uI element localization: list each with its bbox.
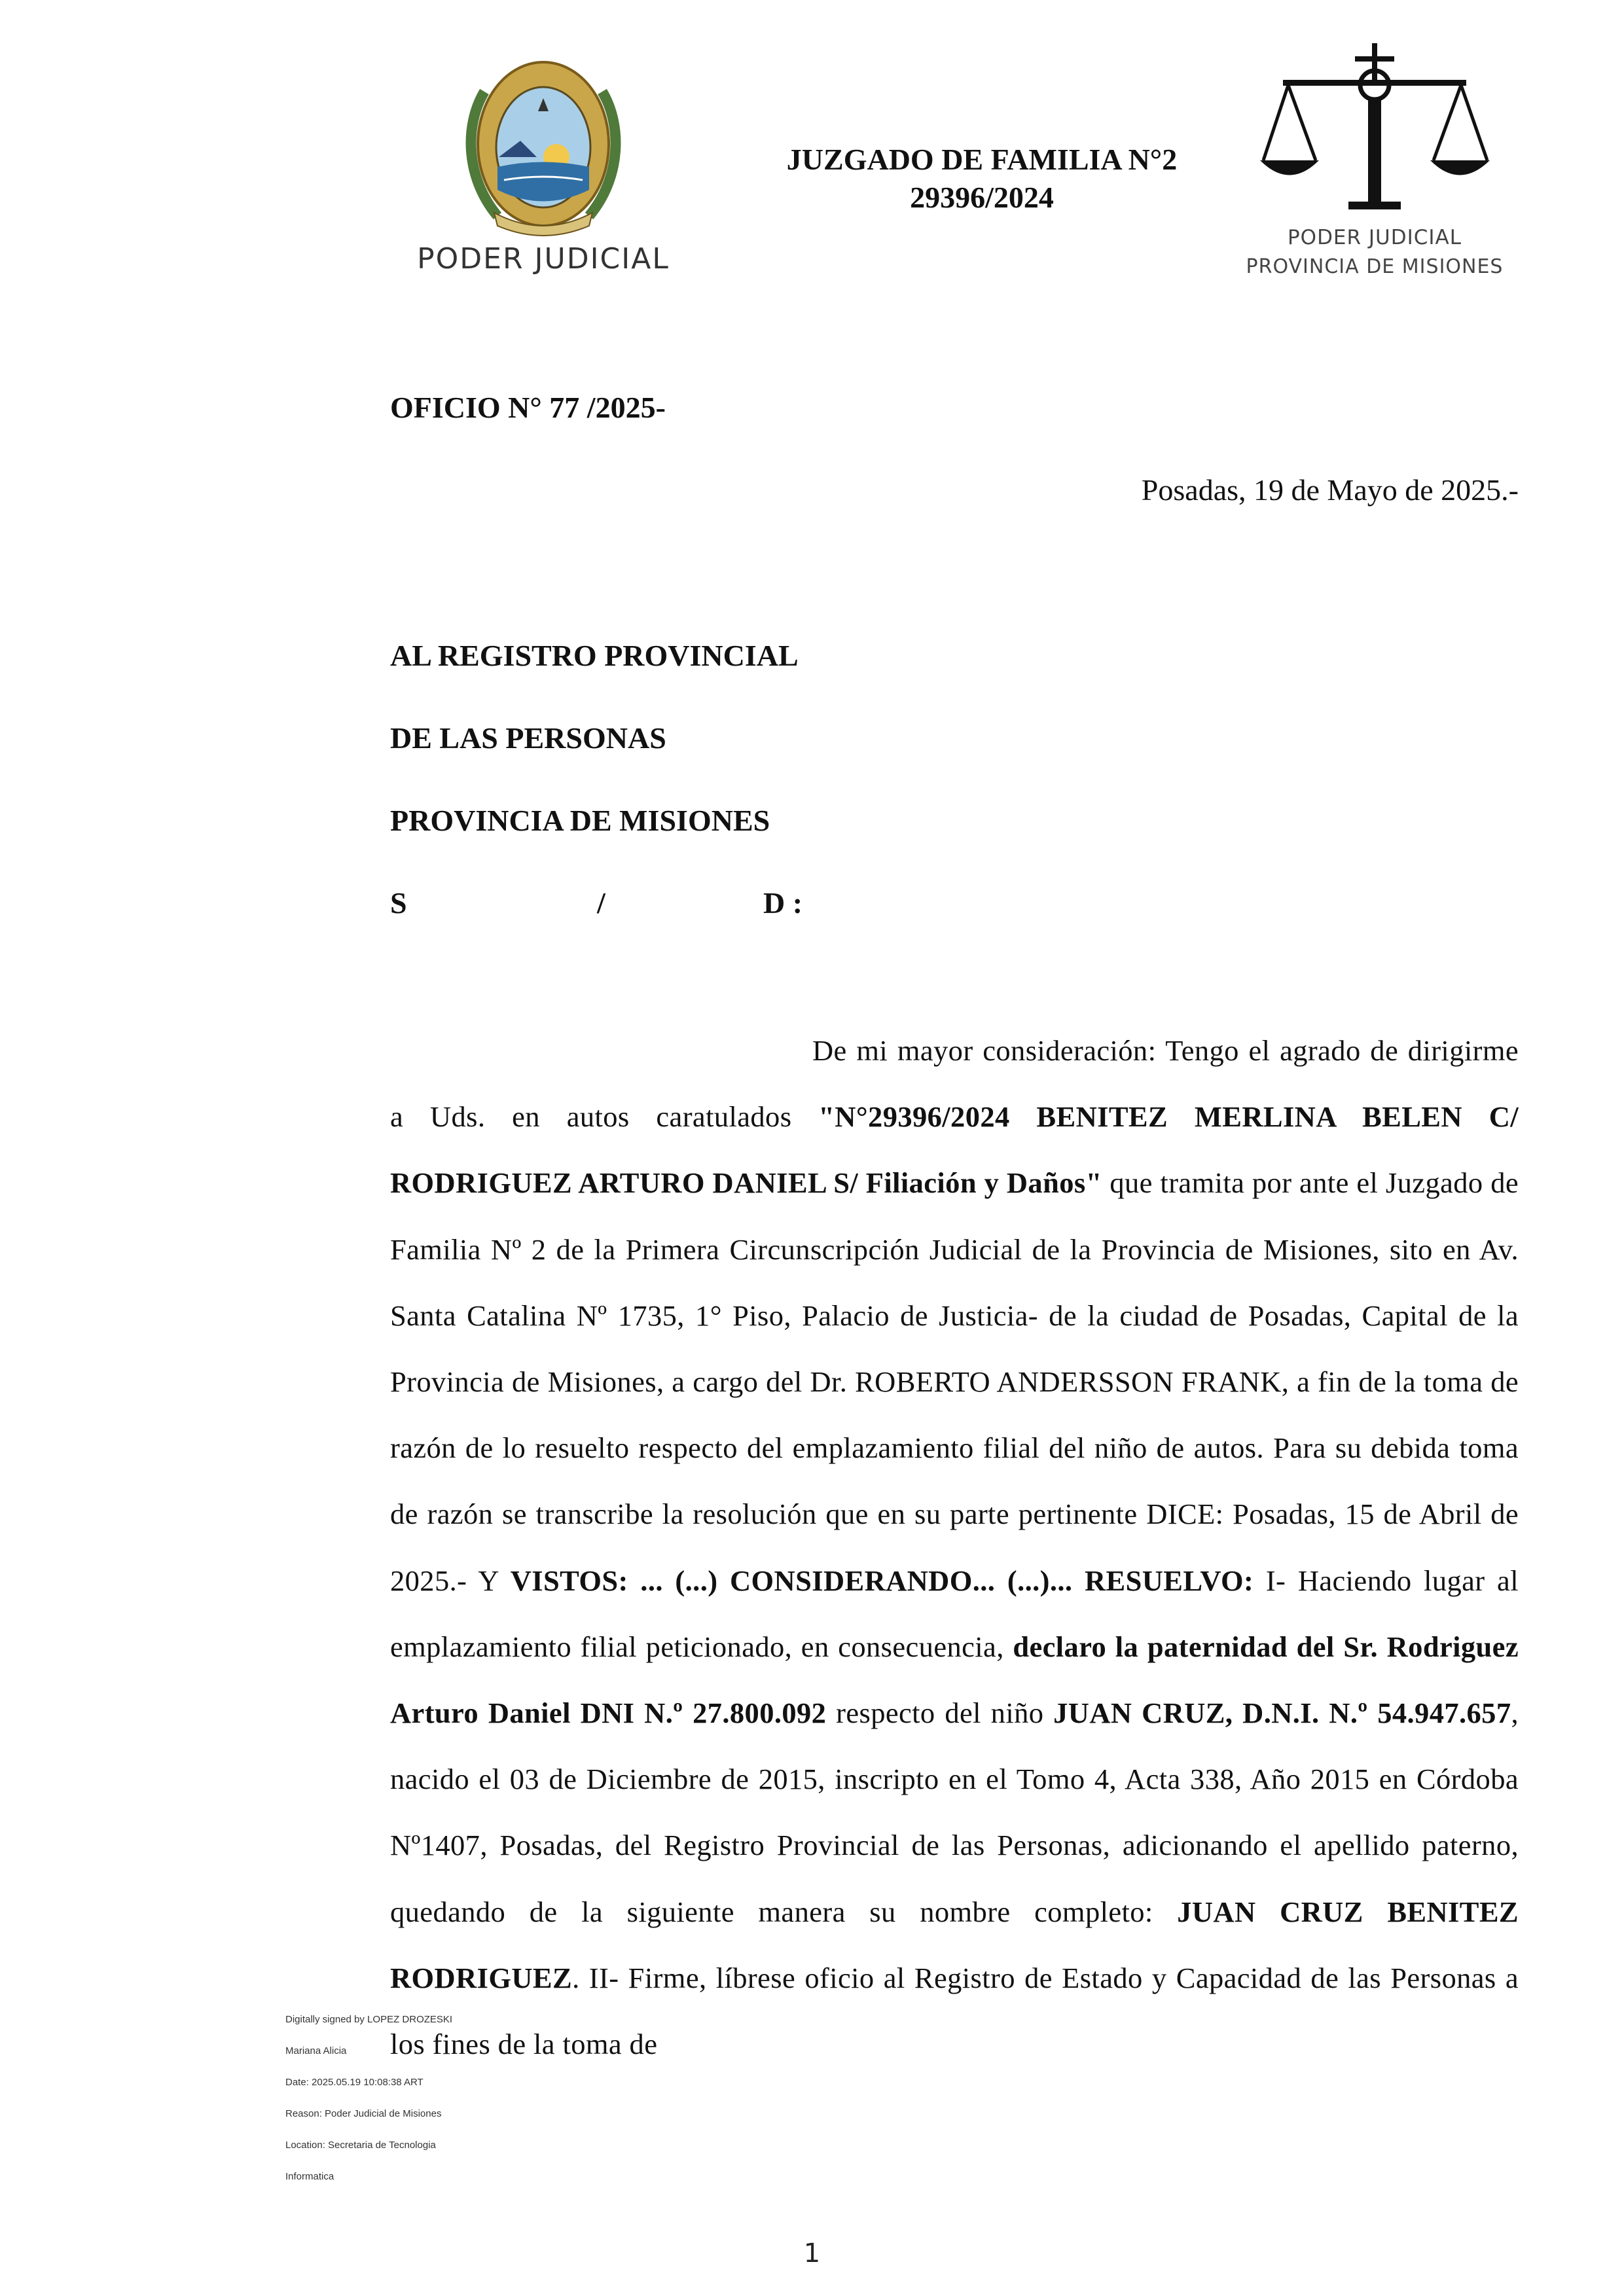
scales-of-justice-icon <box>1257 39 1492 223</box>
right-logo-caption-line1: PODER JUDICIAL <box>1287 226 1462 249</box>
paternity-declaration: declaro la paternidad del Sr. Rodriguez Arturo Daniel DNI N.º 27.800.092 <box>390 1630 1519 1730</box>
sd-d: D : <box>763 886 803 920</box>
oficio-number: OFICIO N° 77 /2025- <box>390 391 666 424</box>
child-full-name: JUAN CRUZ BENITEZ RODRIGUEZ <box>390 1895 1519 1994</box>
page-number: 1 <box>803 2238 821 2269</box>
court-title <box>720 141 1244 217</box>
court-name: JUZGADO DE FAMILIA N°2 <box>786 143 1178 176</box>
letter-text-2: que tramita por ante el Juzgado de Familia Nº 2 de la Primera Circunscripción Judicial de la Provincia de Misiones, sito en Av. Santa Catalina Nº 1735, 1° Piso, Palacio de Justicia- de la ciudad de Posadas, Capital de la Provincia de Misiones, a cargo del Dr. ROBERTO ANDERSSON FRANK, a fin de la toma de razón de lo resuelto respecto del emplazamiento filial del niño de autos. Para su debida toma de razón se transcribe la resolución que en su parte pertinente DICE: Posadas, 15 de Abril de 2025.- Y <box>390 1166 1519 1597</box>
signature-line: Date: 2025.05.19 10:08:38 ART <box>285 2077 424 2088</box>
right-logo-caption-line2: PROVINCIA DE MISIONES <box>1246 255 1504 278</box>
letter-opening: De mi mayor consideración: Tengo el agrado de dirigirme a Uds. en autos caratulados <box>390 1034 1519 1134</box>
letter-text-4: respecto del niño <box>826 1696 1054 1730</box>
case-title: "N°29396/2024 BENITEZ MERLINA BELEN C/ RODRIGUEZ ARTURO DANIEL S/ Filiación y Daños" <box>390 1100 1519 1200</box>
left-logo-caption: PODER JUDICIAL <box>417 242 670 276</box>
poder-judicial-scales-logo <box>1231 39 1519 288</box>
digital-signature-stamp <box>285 1994 452 2193</box>
letter-paragraph <box>390 1018 1519 2077</box>
child-identification: JUAN CRUZ, D.N.I. N.º 54.947.657 <box>1053 1696 1511 1730</box>
letter-text-5: , nacido el 03 de Diciembre de 2015, inscripto en el Tomo 4, Acta 338, Año 2015 en Córdoba Nº1407, Posadas, del Registro Provincial de las Personas, adicionando el apellido paterno, quedando de la siguiente manera su nombre completo: <box>390 1696 1519 1928</box>
signature-line: Digitally signed by LOPEZ DROZESKI <box>285 2014 453 2025</box>
case-number: 29396/2024 <box>910 181 1054 214</box>
addressee-line-3: PROVINCIA DE MISIONES <box>390 804 770 837</box>
sd-salutation <box>390 886 809 925</box>
letter-text-6: . II- Firme, líbrese oficio al Registro de Estado y Capacidad de las Personas a los fines de la toma de <box>390 1961 1519 2061</box>
signature-line: Reason: Poder Judicial de Misiones <box>285 2108 442 2119</box>
signature-line: Informatica <box>285 2171 334 2182</box>
signature-line: Mariana Alicia <box>285 2045 347 2056</box>
letter-text-3: I- Haciendo lugar al emplazamiento filial peticionado, en consecuencia, <box>390 1564 1519 1663</box>
signature-line: Location: Secretaria de Tecnologia <box>285 2140 436 2151</box>
sd-s: S <box>390 886 407 920</box>
vistos-resuelvo: VISTOS: ... (...) CONSIDERANDO... (...)... RESUELVO: <box>510 1564 1254 1597</box>
addressee-line-1: AL REGISTRO PROVINCIAL <box>390 639 799 672</box>
poder-judicial-seal-logo <box>406 52 681 288</box>
addressee-line-2: DE LAS PERSONAS <box>390 721 666 755</box>
letter-body <box>390 1018 1519 2077</box>
date-line: Posadas, 19 de Mayo de 2025.- <box>1141 473 1519 507</box>
provincial-seal-icon <box>458 52 628 242</box>
sd-slash: / <box>597 886 605 920</box>
